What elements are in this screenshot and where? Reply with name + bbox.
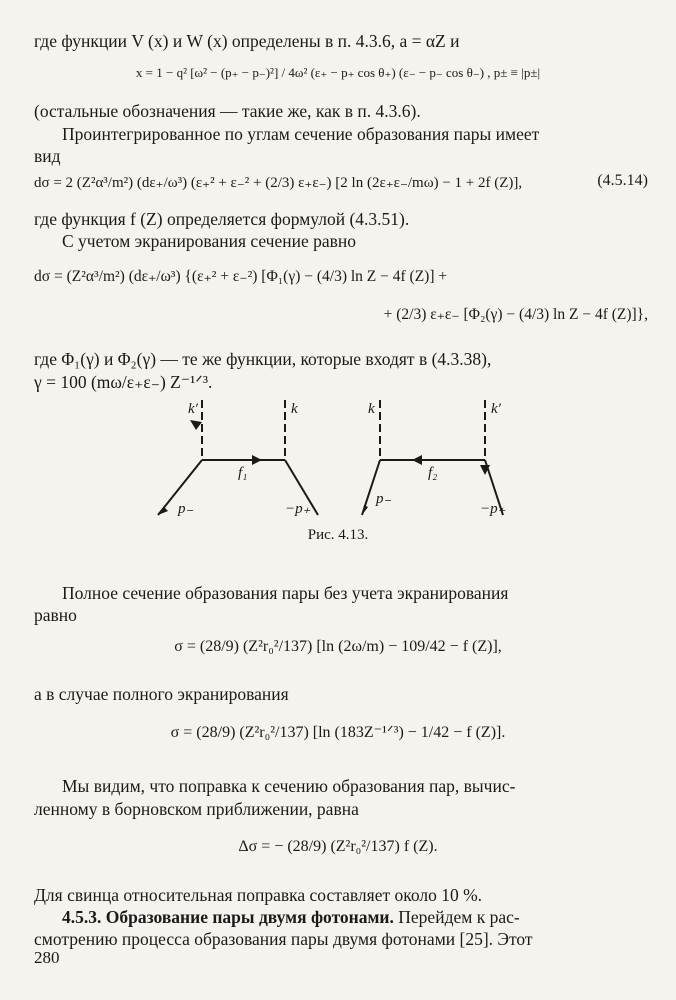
text-line: (остальные обозначения — такие же, как в п. 4.3.6). bbox=[34, 101, 421, 121]
label-f2: f₂ bbox=[428, 465, 438, 481]
text-line: γ = 100 (mω/ε₊ε₋) Z⁻¹ᐟ³. bbox=[34, 372, 213, 392]
text-line: С учетом экранирования сечение равно bbox=[62, 231, 357, 251]
text-line: Мы видим, что поправка к сечению образования пар, вычис- bbox=[62, 776, 516, 796]
equation-number: (4.5.14) bbox=[597, 172, 648, 189]
equation-sigma-no-screening: σ = (28/9) (Z²r₀²/137) [ln (2ω/m) − 109/42 − f (Z)], bbox=[174, 638, 502, 655]
text-line: смотрению процесса образования пары двумя фотонами [25]. Этот bbox=[34, 929, 533, 949]
equation-screening-2: + (2/3) ε₊ε₋ [Φ₂(γ) − (4/3) ln Z − 4f (Z)]}, bbox=[383, 306, 648, 323]
text-line: равно bbox=[34, 605, 77, 625]
equation-delta-sigma: Δσ = − (28/9) (Z²r₀²/137) f (Z). bbox=[238, 838, 438, 855]
label-k: k bbox=[291, 401, 298, 417]
arrow-icon bbox=[190, 420, 202, 430]
label-p-plus: −p₊ bbox=[480, 501, 506, 517]
label-p-plus: −p₊ bbox=[285, 501, 311, 517]
text-line: где функции V (x) и W (x) определены в п. 4.3.6, a = αZ и bbox=[34, 31, 460, 51]
label-k-prime: k′ bbox=[491, 401, 501, 417]
label-k-prime: k′ bbox=[188, 401, 198, 417]
equation-sigma-full-screening: σ = (28/9) (Z²r₀²/137) [ln (183Z⁻¹ᐟ³) − 1/42 − f (Z)]. bbox=[170, 724, 506, 741]
page-number: 280 bbox=[34, 948, 60, 967]
arrow-icon bbox=[412, 455, 422, 465]
text-line: где Φ₁(γ) и Φ₂(γ) — те же функции, которые входят в (4.3.38), bbox=[34, 349, 492, 369]
text-line: Полное сечение образования пары без учета экранирования bbox=[62, 583, 509, 603]
text-line: где функция f (Z) определяется формулой (4.3.51). bbox=[34, 209, 410, 229]
feynman-diagrams bbox=[150, 395, 520, 525]
section-heading-line bbox=[62, 906, 648, 928]
text-line: а в случае полного экранирования bbox=[34, 684, 289, 704]
text-fragment: Перейдем к рас- bbox=[393, 907, 520, 927]
section-heading: 4.5.3. Образование пары двумя фотонами. bbox=[62, 907, 394, 927]
text-line: ленному в борновском приближении, равна bbox=[34, 799, 359, 819]
text-line: Проинтегрированное по углам сечение образования пары имеет bbox=[62, 124, 540, 144]
text-line: Для свинца относительная поправка составляет около 10 %. bbox=[34, 885, 483, 905]
label-p-minus: p₋ bbox=[376, 491, 392, 507]
figure-caption: Рис. 4.13. bbox=[307, 527, 369, 543]
label-f1: f₁ bbox=[238, 465, 248, 481]
equation-4-5-14: dσ = 2 (Z²α³/m²) (dε₊/ω³) (ε₊² + ε₋² + (2/3) ε₊ε₋) [2 ln (2ε₊ε₋/mω) − 1 + 2f (Z)], bbox=[34, 175, 523, 191]
label-p-minus: p₋ bbox=[178, 501, 194, 517]
label-k: k bbox=[368, 401, 375, 417]
equation-screening-1: dσ = (Z²α³/m²) (dε₊/ω³) {(ε₊² + ε₋²) [Φ₁(γ) − (4/3) ln Z − 4f (Z)] + bbox=[34, 268, 448, 285]
arrow-icon bbox=[252, 455, 262, 465]
text-line: вид bbox=[34, 146, 61, 166]
equation-x: x = 1 − q² [ω² − (p₊ − p₋)²] / 4ω² (ε₊ − p₊ cos θ₊) (ε₋ − p₋ cos θ₋) , p± ≡ |p±| bbox=[135, 65, 541, 80]
